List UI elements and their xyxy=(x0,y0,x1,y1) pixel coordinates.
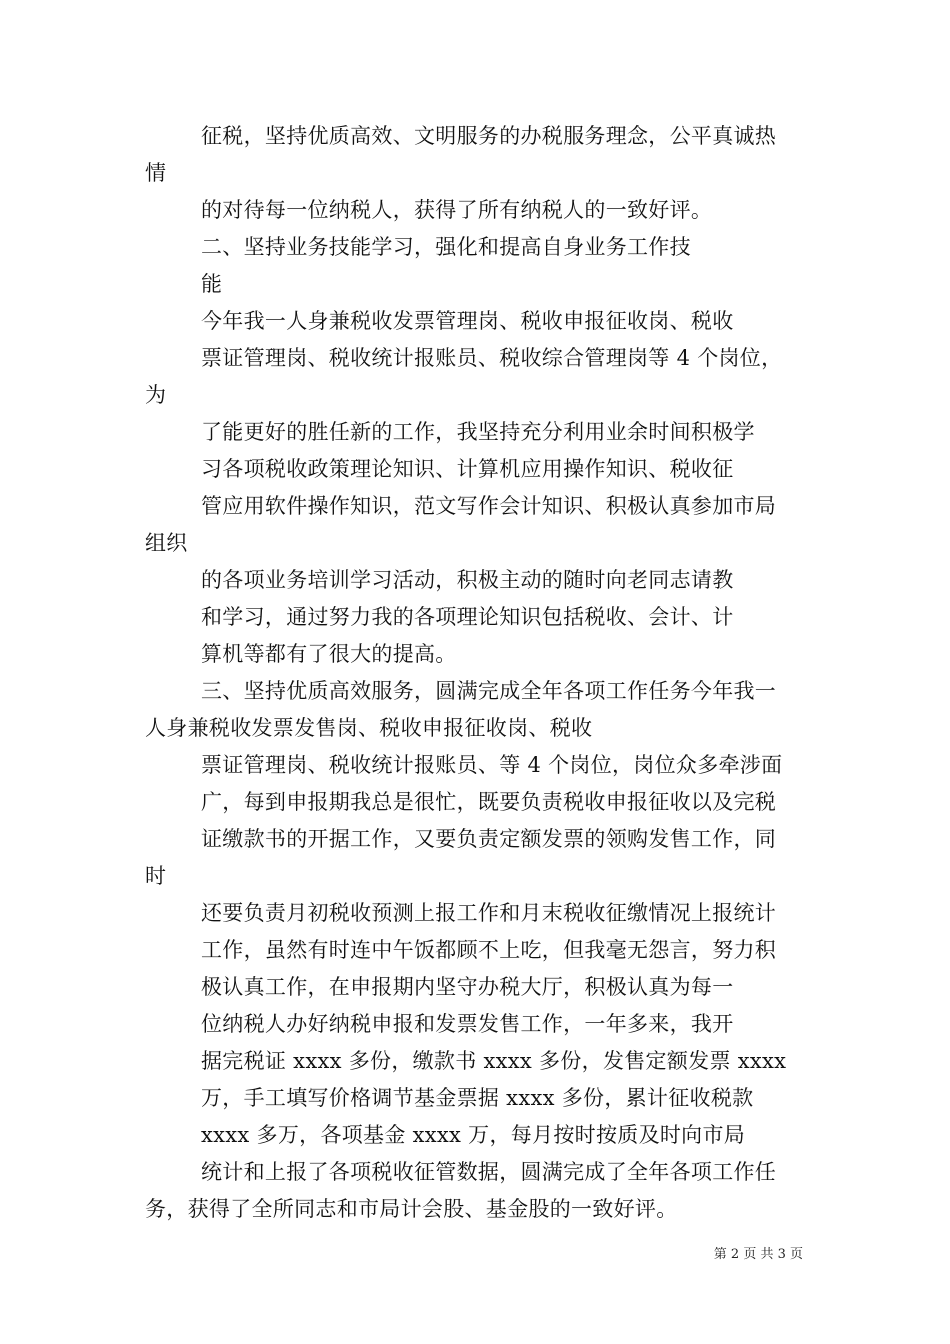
text-line: 位纳税人办好纳税申报和发票发售工作，一年多来，我开 xyxy=(201,1012,734,1036)
text-line: 工作，虽然有时连中午饭都顾不上吃，但我毫无怨言，努力积 xyxy=(201,938,777,962)
text-line: 极认真工作，在申报期内坚守办税大厅，积极认真为每一 xyxy=(201,975,734,999)
text-line: 算机等都有了很大的提高。 xyxy=(201,642,457,666)
text-line: 的各项业务培训学习活动，积极主动的随时向老同志请教 xyxy=(201,568,734,592)
text-line: 务，获得了全所同志和市局计会股、基金股的一致好评。 xyxy=(145,1197,678,1221)
text-line: 为 xyxy=(145,383,167,407)
text-line: 组织 xyxy=(145,531,188,555)
text-line: 万，手工填写价格调节基金票据 xxxx 多份，累计征收税款 xyxy=(201,1086,754,1110)
text-line: xxxx 多万，各项基金 xxxx 万，每月按时按质及时向市局 xyxy=(201,1123,746,1147)
text-line: 二、坚持业务技能学习，强化和提高自身业务工作技 xyxy=(201,235,691,259)
text-line: 管应用软件操作知识，范文写作会计知识、积极认真参加市局 xyxy=(201,494,777,518)
text-line: 征税，坚持优质高效、文明服务的办税服务理念，公平真诚热 xyxy=(201,124,777,148)
text-line: 和学习，通过努力我的各项理论知识包括税收、会计、计 xyxy=(201,605,734,629)
text-line: 据完税证 xxxx 多份，缴款书 xxxx 多份，发售定额发票 xxxx xyxy=(201,1049,787,1073)
text-line: 情 xyxy=(145,161,167,185)
page-footer: 第 2 页 共 3 页 xyxy=(713,1247,803,1262)
text-line: 的对待每一位纳税人，获得了所有纳税人的一致好评。 xyxy=(201,198,713,222)
text-line: 还要负责月初税收预测上报工作和月末税收征缴情况上报统计 xyxy=(201,901,777,925)
text-line: 今年我一人身兼税收发票管理岗、税收申报征收岗、税收 xyxy=(201,309,734,333)
text-line: 时 xyxy=(145,864,167,888)
body-text xyxy=(145,118,825,1228)
text-line: 能 xyxy=(201,272,223,296)
text-line: 人身兼税收发票发售岗、税收申报征收岗、税收 xyxy=(145,716,593,740)
text-line: 习各项税收政策理论知识、计算机应用操作知识、税收征 xyxy=(201,457,734,481)
text-line: 票证管理岗、税收统计报账员、等 4 个岗位，岗位众多牵涉面 xyxy=(201,753,783,777)
text-line: 统计和上报了各项税收征管数据，圆满完成了全年各项工作任 xyxy=(201,1160,777,1184)
text-line: 证缴款书的开据工作，又要负责定额发票的领购发售工作，同 xyxy=(201,827,777,851)
text-line: 三、坚持优质高效服务，圆满完成全年各项工作任务今年我一 xyxy=(201,679,777,703)
text-line: 票证管理岗、税收统计报账员、税收综合管理岗等 4 个岗位， xyxy=(201,346,783,370)
text-line: 广，每到申报期我总是很忙，既要负责税收申报征收以及完税 xyxy=(201,790,777,814)
text-line: 了能更好的胜任新的工作，我坚持充分利用业余时间积极学 xyxy=(201,420,755,444)
